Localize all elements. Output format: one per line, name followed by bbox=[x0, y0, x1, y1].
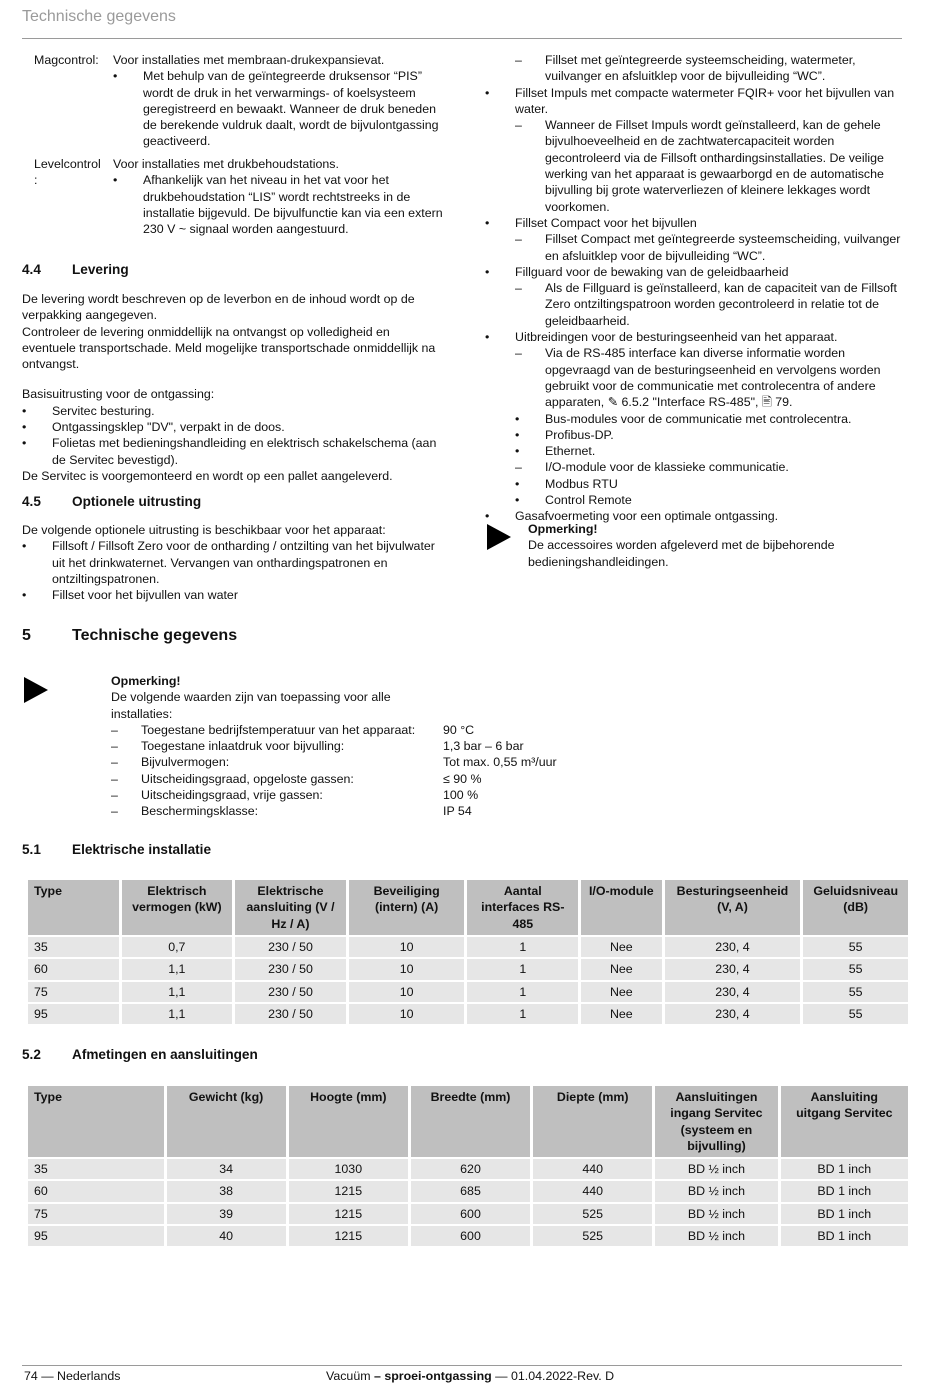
table-cell: 525 bbox=[533, 1204, 652, 1224]
section-title: Elektrische installatie bbox=[72, 842, 212, 857]
table-header-row bbox=[28, 1086, 908, 1157]
table-cell: 55 bbox=[803, 982, 908, 1002]
list-marker: • bbox=[515, 444, 520, 459]
list-item: • Servitec besturing. bbox=[22, 403, 155, 418]
section-number: 5.1 bbox=[22, 842, 41, 857]
list-item-text: Servitec besturing. bbox=[52, 403, 155, 418]
list-item-text: Fillset met geïntegreerde systeemscheiding, watermeter, vuilvanger en afsluitklep voor de bijvulleiding “WC”. bbox=[545, 53, 856, 84]
list-item-text: Bus-modules voor de communicatie met controlecentra. bbox=[545, 411, 852, 426]
table-cell: 600 bbox=[411, 1226, 530, 1246]
table-cell: 60 bbox=[28, 1181, 164, 1201]
list-subitem bbox=[485, 492, 901, 508]
table-cell: 10 bbox=[349, 937, 465, 957]
optional-equipment-continued bbox=[485, 52, 901, 525]
table-row bbox=[28, 1226, 908, 1246]
table-cell: 1 bbox=[467, 959, 578, 979]
section-title: Afmetingen en aansluitingen bbox=[72, 1047, 258, 1062]
list-item-text: Via de RS-485 interface kan diverse informatie worden opgevraagd van de besturingseenheid en vervolgens worden gebruikt voor de communicatie met controlecentra of andere apparaten, ✎ 6.5.2 "Interface RS-485", 🖹 79. bbox=[545, 346, 881, 410]
running-header: Technische gegevens bbox=[22, 8, 176, 25]
list-marker: – bbox=[515, 460, 522, 475]
table-row bbox=[28, 1204, 908, 1224]
table-cell: 230 / 50 bbox=[235, 937, 346, 957]
spec-value: ≤ 90 % bbox=[443, 771, 482, 786]
column-header: Beveiliging (intern) (A) bbox=[349, 880, 465, 935]
table-cell: 685 bbox=[411, 1181, 530, 1201]
paragraph: Controleer de levering onmiddellijk na ontvangst op volledigheid en eventuele transportschade. Meld mogelijke transportschade onmiddellijk na ontvangst. bbox=[22, 324, 436, 372]
table-cell: 10 bbox=[349, 982, 465, 1002]
page-number: 74 — Nederlands bbox=[24, 1369, 121, 1383]
table-cell: 230 / 50 bbox=[235, 1004, 346, 1024]
magcontrol-text: Voor installaties met membraan-drukexpansievat. bbox=[113, 53, 385, 67]
list-marker: • bbox=[515, 476, 520, 491]
table-cell: 75 bbox=[28, 1204, 164, 1224]
section-title: Optionele uitrusting bbox=[72, 494, 202, 509]
list-item: • Fillset voor het bijvullen van water bbox=[22, 588, 238, 603]
list-item: • Gasafvoermeting voor een optimale ontgassing. bbox=[485, 509, 779, 524]
table-cell: 0,7 bbox=[122, 937, 233, 957]
note-title: Opmerking! bbox=[528, 522, 598, 536]
paragraph: De levering wordt beschreven op de leverbon en de inhoud wordt op de verpakking aangegeven. bbox=[22, 292, 415, 323]
table-cell: 35 bbox=[28, 937, 119, 957]
section-4-5-heading bbox=[22, 494, 201, 510]
table-row bbox=[28, 959, 908, 979]
section-4-4-heading bbox=[22, 262, 129, 278]
list-item: • Fillguard voor de bewaking van de geleidbaarheid bbox=[485, 264, 789, 279]
spec-label: Bijvulvermogen: bbox=[141, 755, 230, 770]
table-cell: 1,1 bbox=[122, 959, 233, 979]
column-header: Gewicht (kg) bbox=[167, 1086, 286, 1157]
list-item-text: Control Remote bbox=[545, 493, 632, 508]
list-marker: • bbox=[515, 427, 520, 442]
paragraph: De volgende optionele uitrusting is beschikbaar voor het apparaat: bbox=[22, 523, 386, 537]
column-header: Aansluitingen ingang Servitec (systeem en bijvulling) bbox=[655, 1086, 777, 1157]
list-item-text: Fillset Compact voor het bijvullen bbox=[515, 215, 697, 230]
table-cell: 1215 bbox=[289, 1181, 408, 1201]
table-cell: 35 bbox=[28, 1159, 164, 1179]
section-title: Technische gegevens bbox=[72, 627, 238, 644]
section-4-5-body bbox=[22, 522, 442, 603]
list-subitem: – Fillset Compact met geïntegreerde systeemscheiding, vuilvanger en afsluitklep voor de bijvulleiding “WC”. bbox=[515, 232, 901, 263]
list-item-text: Fillset voor het bijvullen van water bbox=[52, 588, 238, 603]
column-header: I/O-module bbox=[581, 880, 661, 935]
list-subitem: – Via de RS-485 interface kan diverse informatie worden opgevraagd van de besturingseenheid en vervolgens worden gebruikt voor de communicatie met controlecentra of andere apparaten, ✎ 6.5.2 "Interface RS-485", 🖹 79. bbox=[515, 346, 881, 410]
table-cell: 600 bbox=[411, 1204, 530, 1224]
column-header: Type bbox=[28, 880, 119, 935]
table-cell: BD 1 inch bbox=[781, 1226, 908, 1246]
section-4-4-body bbox=[22, 291, 442, 484]
section-number: 4.5 bbox=[22, 494, 41, 509]
section-number: 4.4 bbox=[22, 262, 41, 277]
table-cell: 1215 bbox=[289, 1204, 408, 1224]
spec-label: Toegestane inlaatdruk voor bijvulling: bbox=[141, 739, 345, 754]
table-cell: 38 bbox=[167, 1181, 286, 1201]
table-cell: 75 bbox=[28, 982, 119, 1002]
list-item: • Uitbreidingen voor de besturingseenheid van het apparaat. bbox=[485, 330, 838, 345]
column-header: Breedte (mm) bbox=[411, 1086, 530, 1157]
column-header: Elektrische aansluiting (V / Hz / A) bbox=[235, 880, 346, 935]
table-cell: 440 bbox=[533, 1159, 652, 1179]
table-cell: 440 bbox=[533, 1181, 652, 1201]
table-cell: 95 bbox=[28, 1226, 164, 1246]
list-item-text: Fillguard voor de bewaking van de geleidbaarheid bbox=[515, 264, 789, 279]
spec-value: 1,3 bar – 6 bar bbox=[443, 739, 524, 754]
section-5-2-heading bbox=[22, 1047, 258, 1063]
spec-row: – Uitscheidingsgraad, opgeloste gassen: ≤ 90 % bbox=[111, 771, 482, 786]
levelcontrol-label: Levelcontrol : bbox=[34, 157, 101, 188]
table-cell: 230, 4 bbox=[665, 1004, 801, 1024]
table-cell: 55 bbox=[803, 1004, 908, 1024]
table-cell: 230 / 50 bbox=[235, 959, 346, 979]
column-header: Geluidsniveau (dB) bbox=[803, 880, 908, 935]
spec-row: – Uitscheidingsgraad, vrije gassen: 100 % bbox=[111, 788, 479, 803]
spec-label: Uitscheidingsgraad, vrije gassen: bbox=[141, 788, 323, 803]
column-header: Elektrisch vermogen (kW) bbox=[122, 880, 233, 935]
list-item: • Fillset Compact voor het bijvullen bbox=[485, 215, 697, 230]
list-item-text: Fillset Compact met geïntegreerde systeemscheiding, vuilvanger en afsluitklep voor de bijvulleiding “WC”. bbox=[545, 232, 901, 263]
table-cell: BD 1 inch bbox=[781, 1159, 908, 1179]
table-cell: 60 bbox=[28, 959, 119, 979]
table-cell: Nee bbox=[581, 982, 661, 1002]
note-arrow-icon bbox=[24, 677, 48, 703]
table-cell: 620 bbox=[411, 1159, 530, 1179]
table-cell: 230, 4 bbox=[665, 937, 801, 957]
list-subitem bbox=[485, 443, 901, 459]
table-cell: 34 bbox=[167, 1159, 286, 1179]
doc-title-prefix: Vacuüm bbox=[326, 1369, 374, 1383]
spec-row: – Toegestane bedrijfstemperatuur van het apparaat: 90 °C bbox=[111, 722, 475, 737]
technical-values-note bbox=[111, 673, 581, 820]
table-cell: 230, 4 bbox=[665, 982, 801, 1002]
list-item-text: Ontgassingsklep "DV", verpakt in de doos. bbox=[52, 420, 285, 435]
list-marker: • bbox=[515, 411, 520, 426]
list-item-text: Fillset Impuls met compacte watermeter FQIR+ voor het bijvullen van water. bbox=[515, 85, 895, 116]
spec-value: IP 54 bbox=[443, 804, 472, 819]
list-item-text: I/O-module voor de klassieke communicatie. bbox=[545, 460, 789, 475]
list-item-text: Profibus-DP. bbox=[545, 427, 614, 442]
spec-value: 100 % bbox=[443, 788, 479, 803]
table-cell: Nee bbox=[581, 1004, 661, 1024]
list-item-text: Modbus RTU bbox=[545, 476, 618, 491]
table-cell: 230 / 50 bbox=[235, 982, 346, 1002]
table-cell: 55 bbox=[803, 937, 908, 957]
list-item-text: Ethernet. bbox=[545, 444, 596, 459]
electrical-table bbox=[25, 878, 911, 1026]
table-cell: 95 bbox=[28, 1004, 119, 1024]
levelcontrol-block bbox=[113, 156, 443, 237]
levelcontrol-bullet: • Afhankelijk van het niveau in het vat voor het drukbehoudstation “LIS” wordt rechtstreeks in de installatie bijgevuld. De bijvulfunctie kan via een extern 230 V ~ signaal worden aangestuurd. bbox=[113, 173, 443, 237]
column-header: Besturingseenheid (V, A) bbox=[665, 880, 801, 935]
magcontrol-block bbox=[113, 52, 443, 150]
column-header: Aansluiting uitgang Servitec bbox=[781, 1086, 908, 1157]
table-row bbox=[28, 1159, 908, 1179]
table-cell: BD 1 inch bbox=[781, 1181, 908, 1201]
list-item: • Ontgassingsklep "DV", verpakt in de doos. bbox=[22, 420, 285, 435]
table-cell: Nee bbox=[581, 937, 661, 957]
list-marker: • bbox=[515, 493, 520, 508]
table-cell: BD ½ inch bbox=[655, 1159, 777, 1179]
section-5-1-heading bbox=[22, 842, 211, 858]
column-header: Diepte (mm) bbox=[533, 1086, 652, 1157]
table-cell: 39 bbox=[167, 1204, 286, 1224]
paragraph: De Servitec is voorgemonteerd en wordt op een pallet aangeleverd. bbox=[22, 468, 393, 483]
table-cell: Nee bbox=[581, 959, 661, 979]
magcontrol-bullet-text: Met behulp van de geïntegreerde druksensor “PIS” wordt de druk in het verwarmings- of koelsysteem geregistreerd en bewaakt. Wanneer de druk beneden de berekende vuldruk daalt, wordt de bijvulontgassing geactiveerd. bbox=[143, 69, 439, 149]
table-cell: 55 bbox=[803, 959, 908, 979]
table-cell: BD 1 inch bbox=[781, 1204, 908, 1224]
spec-label: Beschermingsklasse: bbox=[141, 804, 259, 819]
magcontrol-bullet: • Met behulp van de geïntegreerde druksensor “PIS” wordt de druk in het verwarmings- of koelsysteem geregistreerd en bewaakt. Wanneer de druk beneden de berekende vuldruk daalt, wordt de bijvulontgassing geactiveerd. bbox=[113, 69, 439, 149]
magcontrol-label: Magcontrol: bbox=[34, 53, 99, 67]
table-cell: 10 bbox=[349, 959, 465, 979]
table-cell: 1030 bbox=[289, 1159, 408, 1179]
table-cell: 1 bbox=[467, 937, 578, 957]
document-title bbox=[326, 1368, 614, 1384]
spec-value: Tot max. 0,55 m³/uur bbox=[443, 755, 557, 770]
table-cell: 1215 bbox=[289, 1226, 408, 1246]
section-5-heading bbox=[22, 628, 237, 644]
list-item: • Folietas met bedieningshandleiding en elektrisch schakelschema (aan de Servitec bevestigd). bbox=[22, 436, 437, 467]
levelcontrol-text: Voor installaties met drukbehoudstations. bbox=[113, 157, 339, 171]
dimensions-table bbox=[25, 1084, 911, 1248]
table-header-row bbox=[28, 880, 908, 935]
note-title: Opmerking! bbox=[111, 674, 181, 688]
list-item-text: Wanneer de Fillset Impuls wordt geïnstalleerd, kan de gehele bijvulhoeveelheid en de zachtwatercapaciteit worden gecontroleerd via de Fillsoft onthardingsinstallaties. De veilige werking van het apparaat is gewaarborgd en de automatische bijvulling bij grote waterverliezen of kleinere lekkages wordt voorkomen. bbox=[545, 118, 884, 214]
list-subitem: – Als de Fillguard is geïnstalleerd, kan de capaciteit van de Fillsoft Zero ontziltingspatroon worden gecontroleerd in relatie tot de geleidbaarheid. bbox=[515, 281, 897, 328]
note-text: De volgende waarden zijn van toepassing voor alle installaties: bbox=[111, 690, 391, 721]
list-item-text: Uitbreidingen voor de besturingseenheid van het apparaat. bbox=[515, 330, 838, 345]
table-cell: BD ½ inch bbox=[655, 1204, 777, 1224]
spec-row: – Bijvulvermogen: Tot max. 0,55 m³/uur bbox=[111, 755, 557, 770]
list-item: • Fillsoft / Fillsoft Zero voor de ontharding / ontzilting van het bijvulwater uit het drinkwaternet. Vervangen van onthardingspatronen en ontziltingspatronen. bbox=[22, 539, 435, 586]
list-item: • Fillset Impuls met compacte watermeter FQIR+ voor het bijvullen van water. bbox=[485, 85, 895, 116]
table-cell: BD ½ inch bbox=[655, 1181, 777, 1201]
accessories-note bbox=[528, 521, 878, 570]
column-header: Hoogte (mm) bbox=[289, 1086, 408, 1157]
doc-title-suffix: — 01.04.2022-Rev. D bbox=[491, 1369, 615, 1383]
table-cell: 525 bbox=[533, 1226, 652, 1246]
section-number: 5 bbox=[22, 627, 31, 644]
spec-row: – Toegestane inlaatdruk voor bijvulling: 1,3 bar – 6 bar bbox=[111, 739, 524, 754]
doc-title-bold: – sproei-ontgassing bbox=[373, 1369, 492, 1383]
list-subitem: – Fillset met geïntegreerde systeemscheiding, watermeter, vuilvanger en afsluitklep voor de bijvulleiding “WC”. bbox=[515, 53, 856, 84]
footer-divider bbox=[22, 1365, 902, 1366]
header-divider bbox=[22, 38, 902, 39]
paragraph: Basisuitrusting voor de ontgassing: bbox=[22, 387, 215, 402]
table-cell: 1 bbox=[467, 1004, 578, 1024]
section-title: Levering bbox=[72, 262, 129, 277]
table-cell: 1,1 bbox=[122, 1004, 233, 1024]
table-cell: 230, 4 bbox=[665, 959, 801, 979]
table-cell: 1,1 bbox=[122, 982, 233, 1002]
spec-label: Toegestane bedrijfstemperatuur van het apparaat: bbox=[141, 722, 416, 737]
list-subitem bbox=[485, 411, 901, 427]
note-text: De accessoires worden afgeleverd met de bijbehorende bedieningshandleidingen. bbox=[528, 538, 835, 569]
list-item-text: Fillsoft / Fillsoft Zero voor de ontharding / ontzilting van het bijvulwater uit het drinkwaternet. Vervangen van onthardingspatronen en ontziltingspatronen. bbox=[52, 539, 435, 586]
table-row bbox=[28, 1004, 908, 1024]
spec-label: Uitscheidingsgraad, opgeloste gassen: bbox=[141, 771, 354, 786]
table-cell: 10 bbox=[349, 1004, 465, 1024]
column-header: Aantal interfaces RS-485 bbox=[467, 880, 578, 935]
levelcontrol-bullet-text: Afhankelijk van het niveau in het vat voor het drukbehoudstation “LIS” wordt rechtstreeks in de installatie bijgevuld. De bijvulfunctie kan via een extern 230 V ~ signaal worden aangestuurd. bbox=[143, 173, 443, 237]
list-item-text: Folietas met bedieningshandleiding en elektrisch schakelschema (aan de Servitec bevestigd). bbox=[52, 436, 437, 467]
spec-value: 90 °C bbox=[443, 722, 475, 737]
table-cell: BD ½ inch bbox=[655, 1226, 777, 1246]
list-subitem: – Wanneer de Fillset Impuls wordt geïnstalleerd, kan de gehele bijvulhoeveelheid en de zachtwatercapaciteit worden gecontroleerd via de Fillsoft onthardingsinstallaties. De veilige werking van het apparaat is gewaarborgd en de automatische bijvulling bij grote waterverliezen of kleinere lekkages wordt voorkomen. bbox=[515, 118, 884, 214]
list-item-text: Gasafvoermeting voor een optimale ontgassing. bbox=[515, 509, 779, 524]
list-subitem bbox=[485, 459, 901, 475]
table-row bbox=[28, 982, 908, 1002]
list-subitem bbox=[485, 427, 901, 443]
column-header: Type bbox=[28, 1086, 164, 1157]
spec-row: – Beschermingsklasse: IP 54 bbox=[111, 804, 472, 819]
table-cell: 1 bbox=[467, 982, 578, 1002]
table-row bbox=[28, 1181, 908, 1201]
note-arrow-icon bbox=[487, 524, 511, 550]
table-cell: 40 bbox=[167, 1226, 286, 1246]
list-subitem bbox=[485, 476, 901, 492]
list-item-text: Als de Fillguard is geïnstalleerd, kan de capaciteit van de Fillsoft Zero ontziltingspatroon worden gecontroleerd in relatie tot de geleidbaarheid. bbox=[545, 281, 897, 328]
table-row bbox=[28, 937, 908, 957]
section-number: 5.2 bbox=[22, 1047, 41, 1062]
